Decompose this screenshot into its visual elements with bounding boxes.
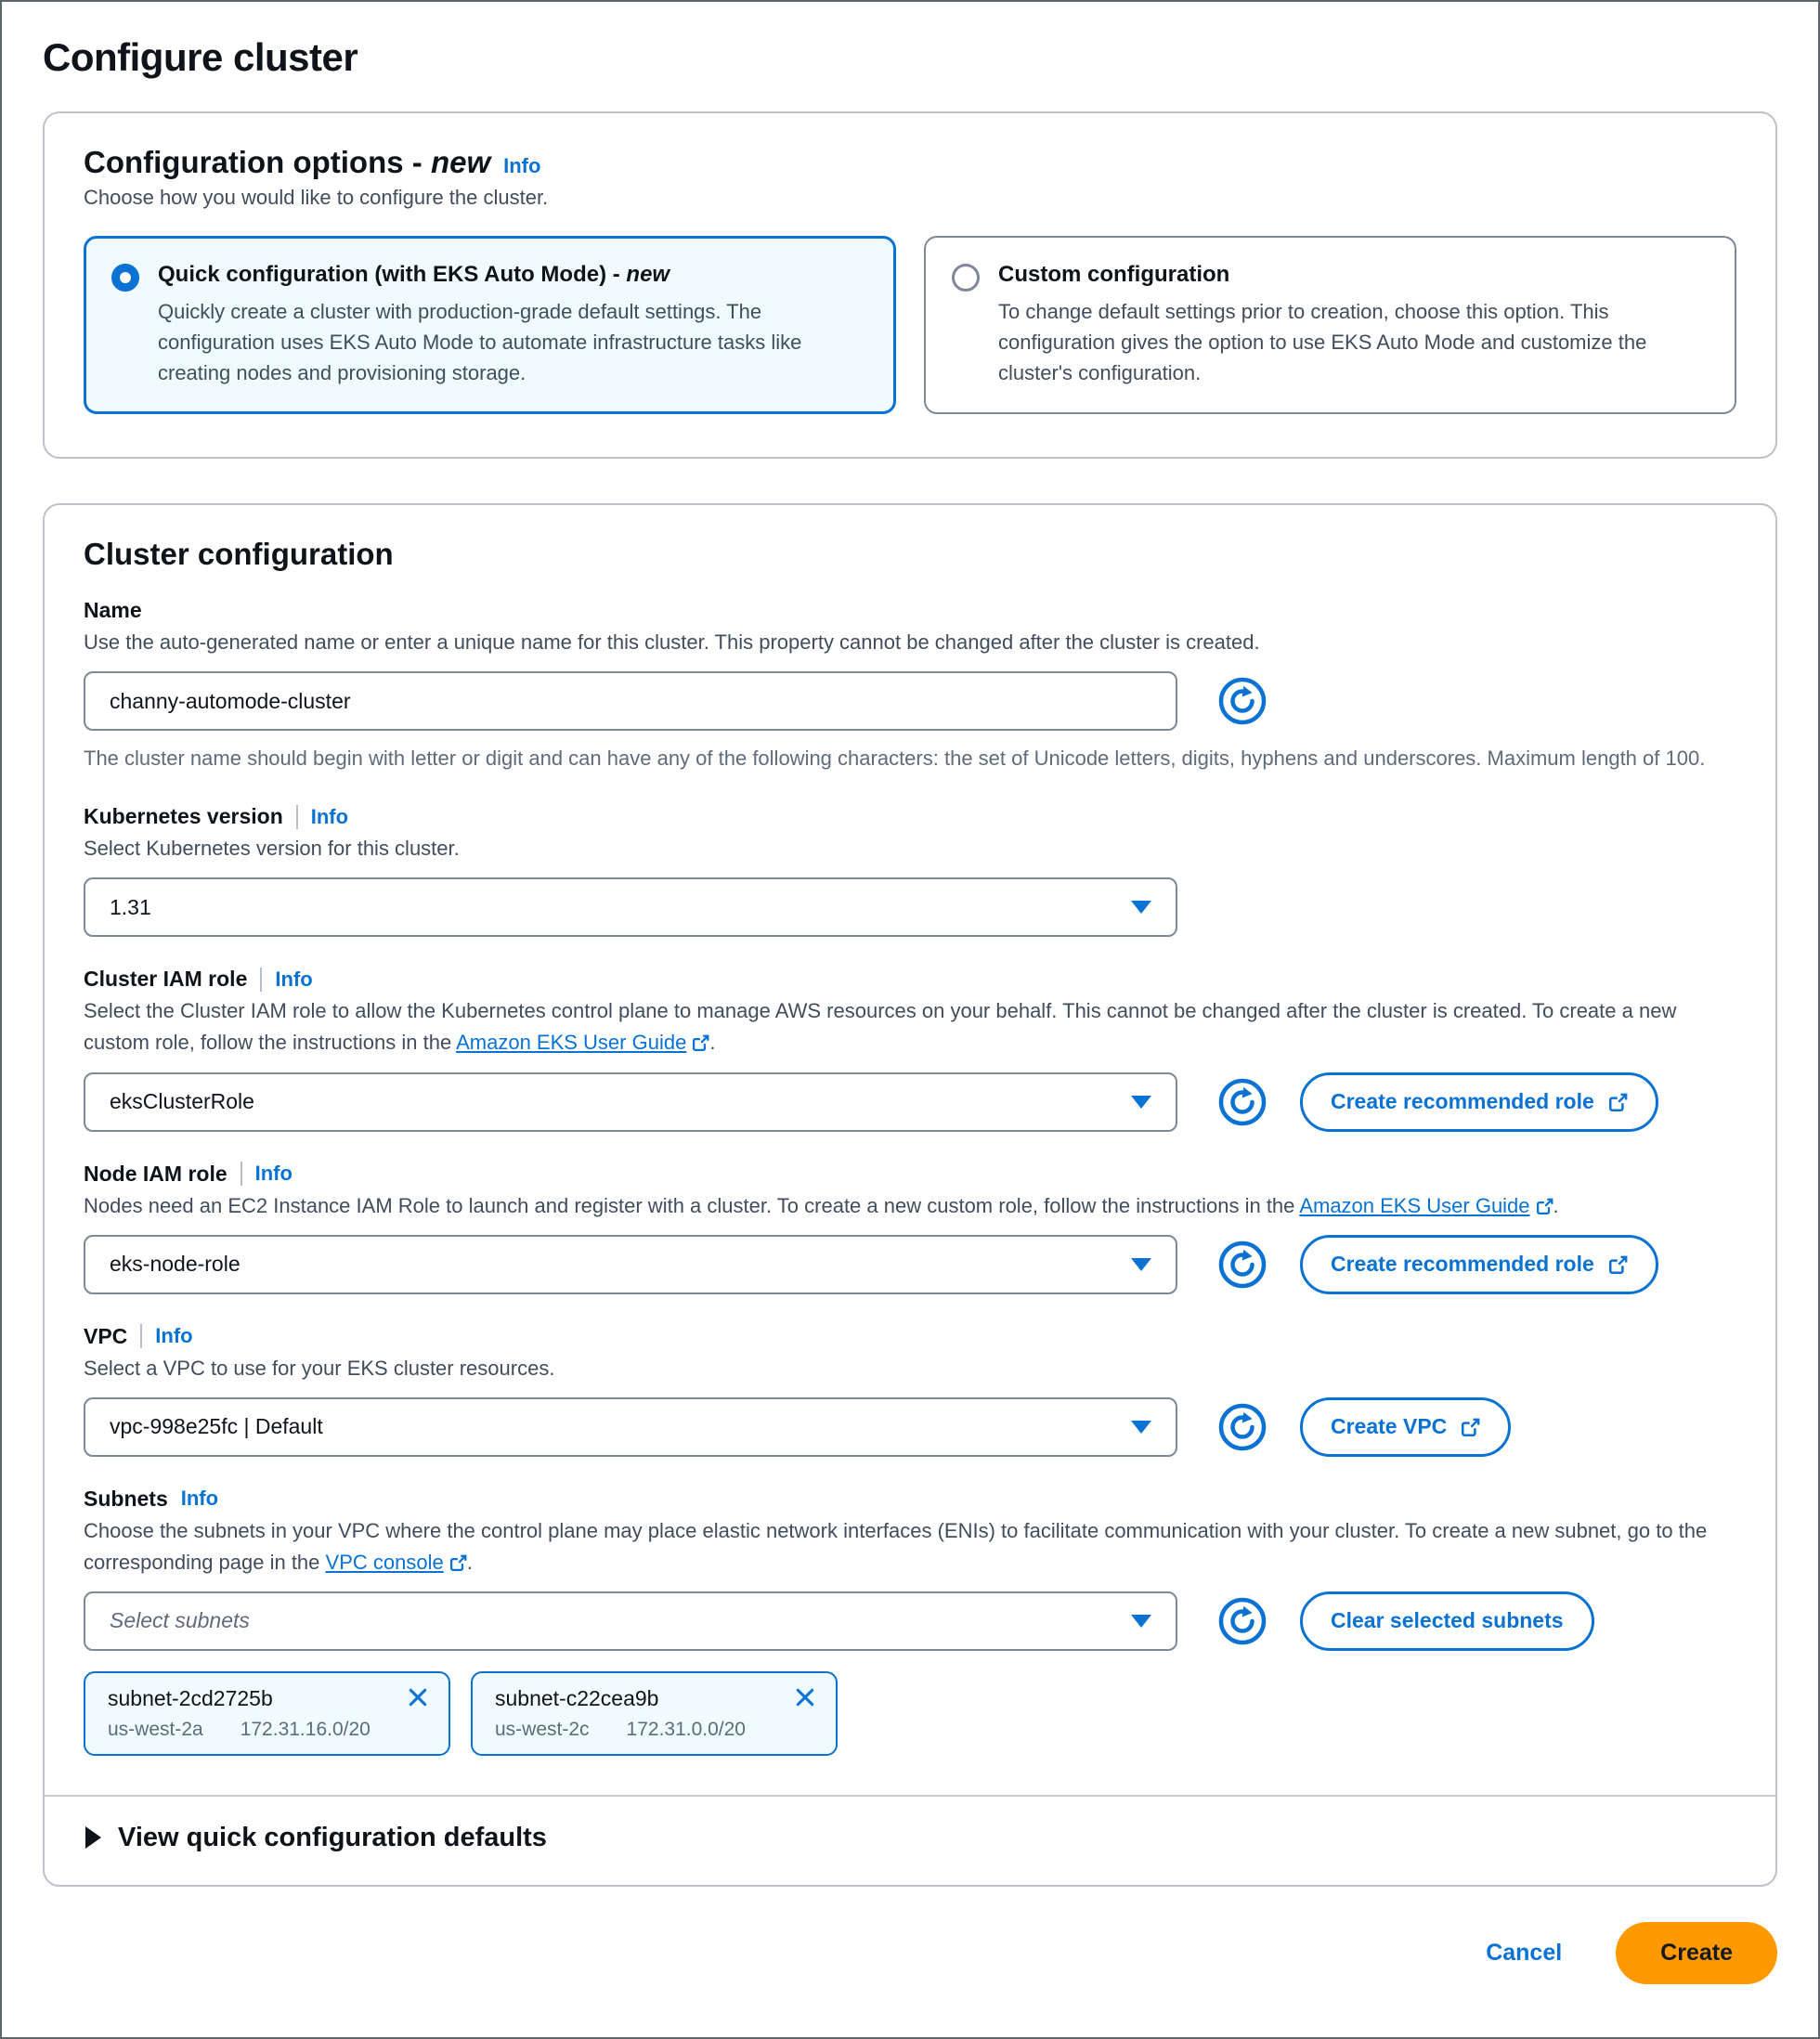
cluster-iam-role-info-link[interactable]: Info (275, 967, 313, 991)
close-icon (795, 1687, 815, 1708)
caret-down-icon (1131, 901, 1151, 914)
remove-subnet-button[interactable] (793, 1685, 817, 1712)
configuration-options-description: Choose how you would like to configure the cluster. (84, 186, 549, 209)
node-iam-role-description: Nodes need an EC2 Instance IAM Role to launch and register with a cluster. To create a new custom role, follow the instructions in the Amazon EKS User Guide . (84, 1193, 1559, 1217)
cluster-name-input[interactable] (84, 671, 1177, 731)
node-iam-role-label: Node IAM role (84, 1161, 228, 1186)
cluster-configuration-card (43, 503, 1777, 1887)
cluster-iam-role-description: Select the Cluster IAM role to allow the Kubernetes control plane to manage AWS resources on your behalf. This cannot be changed after the cluster is created. To create a new custom role, follow the instructions in the Amazon EKS User Guide . (84, 999, 1677, 1055)
cluster-iam-role-field (84, 967, 1736, 1131)
vpc-field (84, 1324, 1736, 1457)
vpc-label: VPC (84, 1323, 128, 1348)
caret-down-icon (1131, 1615, 1151, 1628)
configuration-options-card (43, 111, 1777, 459)
node-iam-role-refresh-button[interactable] (1218, 1240, 1267, 1289)
label-separator (240, 1162, 242, 1186)
subnets-refresh-button[interactable] (1218, 1597, 1267, 1645)
external-link-icon (1609, 1255, 1628, 1274)
radio-selected-icon[interactable] (111, 264, 139, 292)
vpc-refresh-button[interactable] (1218, 1403, 1267, 1451)
cluster-iam-role-select[interactable]: eksClusterRole (84, 1072, 1177, 1132)
page-title: Configure cluster (43, 35, 358, 79)
create-vpc-button[interactable]: Create VPC (1300, 1397, 1511, 1457)
refresh-icon (1218, 1597, 1267, 1645)
subnets-select[interactable]: Select subnets (84, 1591, 1177, 1651)
subnet-token (471, 1671, 838, 1756)
quick-configuration-tile[interactable] (84, 236, 896, 414)
subnet-token-az: us-west-2a (108, 1718, 203, 1740)
node-iam-role-field (84, 1162, 1736, 1294)
heading-new-flag: new (430, 145, 491, 179)
subnet-token-name: subnet-2cd2725b (108, 1685, 273, 1710)
kubernetes-version-info-link[interactable]: Info (310, 804, 349, 828)
cluster-iam-role-label: Cluster IAM role (84, 967, 248, 992)
expander-caret-icon (85, 1826, 101, 1849)
custom-configuration-tile[interactable] (924, 236, 1736, 414)
create-button[interactable]: Create (1616, 1922, 1777, 1984)
vpc-console-link[interactable]: VPC console (326, 1551, 467, 1574)
node-iam-role-select[interactable]: eks-node-role (84, 1235, 1177, 1294)
footer-actions (43, 1887, 1777, 1984)
create-recommended-role-button[interactable]: Create recommended role (1300, 1072, 1658, 1132)
caret-down-icon (1131, 1421, 1151, 1434)
clear-selected-subnets-button[interactable]: Clear selected subnets (1300, 1591, 1594, 1651)
view-defaults-expander[interactable] (45, 1797, 1775, 1885)
name-refresh-button[interactable] (1218, 677, 1267, 725)
subnets-label: Subnets (84, 1486, 168, 1511)
label-separator (260, 968, 262, 992)
vpc-info-link[interactable]: Info (155, 1324, 193, 1348)
eks-user-guide-link[interactable]: Amazon EKS User Guide (456, 1031, 709, 1054)
subnets-field (84, 1487, 1736, 1756)
refresh-icon (1218, 1240, 1267, 1289)
external-link-icon (1537, 1198, 1554, 1214)
name-description: Use the auto-generated name or enter a unique name for this cluster. This property cannot be changed after the cluster is created. (84, 630, 1260, 654)
radio-unselected-icon[interactable] (952, 264, 980, 292)
name-constraint-text: The cluster name should begin with letter or digit and can have any of the following characters: the set of Unicode letters, digits, hyphens and underscores. Maximum length of 100. (84, 747, 1706, 771)
label-separator (296, 805, 298, 829)
kubernetes-version-description: Select Kubernetes version for this cluster. (84, 837, 460, 861)
configuration-options-heading (84, 145, 1736, 180)
subnets-info-link[interactable]: Info (180, 1487, 219, 1511)
refresh-icon (1218, 1078, 1267, 1126)
vpc-select[interactable]: vpc-998e25fc | Default (84, 1397, 1177, 1457)
caret-down-icon (1131, 1258, 1151, 1271)
name-label: Name (84, 598, 142, 622)
close-icon (408, 1687, 428, 1708)
refresh-icon (1218, 1403, 1267, 1451)
external-link-icon (693, 1034, 709, 1051)
cancel-button[interactable]: Cancel (1486, 1939, 1563, 1966)
external-link-icon (450, 1554, 467, 1571)
external-link-icon (1462, 1418, 1480, 1436)
subnet-token (84, 1671, 450, 1756)
subnet-token-az: us-west-2c (495, 1718, 590, 1740)
label-separator (140, 1324, 142, 1348)
subnet-token-cidr: 172.31.16.0/20 (240, 1718, 370, 1740)
quick-configuration-description: Quickly create a cluster with production-grade default settings. The configuration uses EKS Auto Mode to automate infrastructure tasks like creating nodes and provisioning storage. (158, 300, 802, 384)
heading-text: Configuration options - (84, 145, 422, 179)
custom-configuration-description: To change default settings prior to creation, choose this option. This configuration gives the option to use EKS Auto Mode and customize the cluster's configuration. (998, 300, 1647, 384)
configuration-options-info-link[interactable]: Info (503, 154, 541, 177)
eks-user-guide-link[interactable]: Amazon EKS User Guide (1299, 1194, 1553, 1217)
subnets-description: Choose the subnets in your VPC where the control plane may place elastic network interfaces (ENIs) to facilitate communication with your cluster. To create a new subnet, go to the corresponding page in the VPC console . (84, 1518, 1708, 1574)
quick-configuration-title: Quick configuration (with EKS Auto Mode) - new (158, 262, 670, 287)
subnet-tokens (84, 1671, 1736, 1756)
kubernetes-version-label: Kubernetes version (84, 804, 283, 829)
cluster-iam-role-refresh-button[interactable] (1218, 1078, 1267, 1126)
create-recommended-role-button[interactable]: Create recommended role (1300, 1235, 1658, 1294)
external-link-icon (1609, 1093, 1628, 1111)
kubernetes-version-field (84, 804, 1736, 937)
remove-subnet-button[interactable] (406, 1685, 430, 1712)
kubernetes-version-select[interactable]: 1.31 (84, 877, 1177, 937)
subnet-token-cidr: 172.31.0.0/20 (626, 1718, 746, 1740)
subnet-token-name: subnet-c22cea9b (495, 1685, 659, 1710)
name-field (84, 598, 1736, 774)
cluster-configuration-heading: Cluster configuration (84, 537, 394, 571)
configuration-tiles (84, 236, 1736, 414)
node-iam-role-info-link[interactable]: Info (254, 1162, 292, 1186)
vpc-description: Select a VPC to use for your EKS cluster resources. (84, 1356, 555, 1380)
expander-label: View quick configuration defaults (118, 1822, 547, 1852)
caret-down-icon (1131, 1096, 1151, 1109)
custom-configuration-title: Custom configuration (998, 262, 1230, 287)
refresh-icon (1218, 677, 1267, 725)
